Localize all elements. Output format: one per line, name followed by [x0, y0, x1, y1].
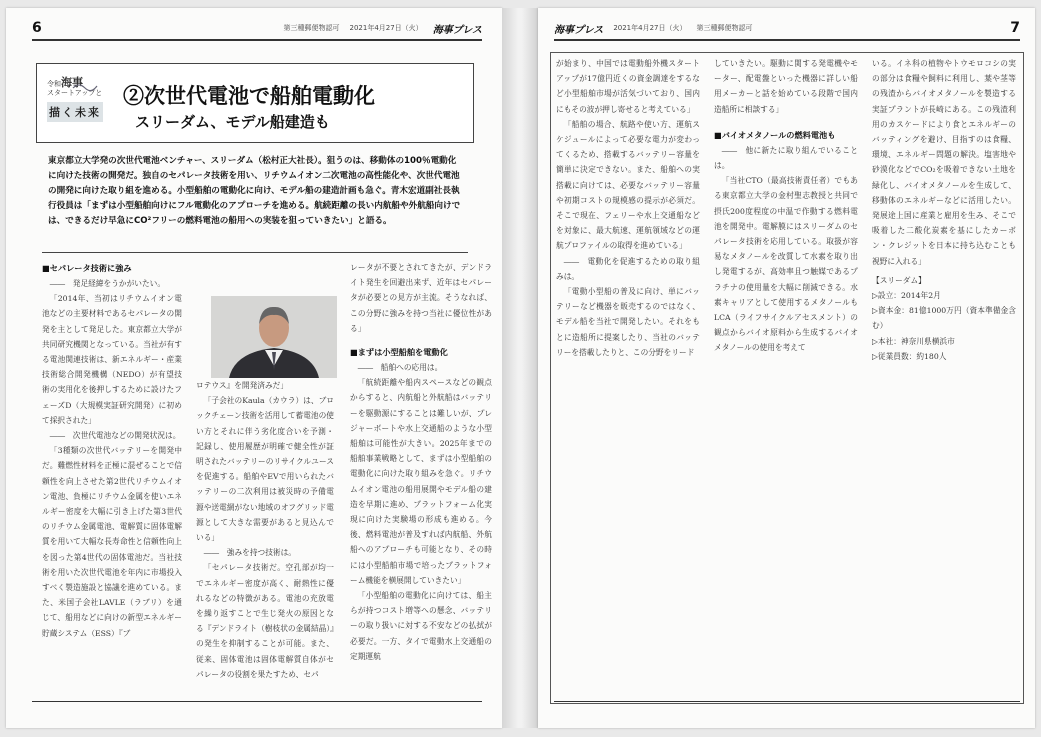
left-page: [6, 8, 502, 728]
right-header-date: 2021年4月27日（火）: [613, 24, 687, 32]
header-rule: [554, 39, 1020, 41]
paragraph: 「子会社のKaula（カウラ）は、ブロックチェーン技術を活用して蓄電池の使い方とそれに伴う劣化度合いを予測・記録し、使用履歴が明確で健全性が証明されたバッテリーのリサイクルユースを促進する。船舶やEVで用いられたバッテリーの二次利用は被災時の予備電源や送電網がない地域のオフグリッド電源として大きな需要があると見込んでいる」: [196, 396, 334, 543]
left-header-date: 2021年4月27日（火）: [349, 24, 423, 32]
right-header-note: 第三種郵便物認可: [696, 24, 753, 32]
paragraph: レータが不要とされてきたが、デンドライト発生を回避出来ず、近年はセパレータが必要との見方が主流。そうなれば、この分野に強みを持つ当社に優位性がある」: [350, 263, 492, 333]
executive-photo: [211, 296, 337, 378]
left-column-1: [42, 260, 182, 708]
lead-paragraph: 東京都立大学発の次世代電池ベンチャー、スリーダム（松村正大社長）。狙うのは、移動体の100％電動化に向けた技術の開発だ。独自のセパレータ技術を用い、リチウムイオン二次電池の高性能化や、次世代電池の開発に向けた取り組を進める。小型船舶の電動化に向け、モデル船の建造計画も急ぐ。青木宏道副社長執行役員は「まずは小型船舶向けにフル電動化のアプローチを進める。航続距離の長い内航船や外航船向けでは、できるだけ早急にCO²フリーの燃料電池の船用への実装を狙っていきたい」と語る。: [48, 156, 461, 226]
spine-gutter: [502, 8, 538, 728]
company-profile: [872, 273, 1016, 364]
series-logo: [47, 78, 103, 130]
left-column-2: [196, 378, 334, 708]
footer-rule: [32, 701, 482, 702]
right-page: [538, 8, 1035, 728]
section-heading-separator: ■セパレータ技術に強み: [42, 263, 132, 273]
lead-divider: [42, 252, 468, 253]
right-column-1: [556, 56, 700, 704]
paragraph: ―― 強みを持つ技術は。: [203, 548, 296, 558]
wave-icon: [71, 80, 101, 92]
paragraph: 「船舶の場合、航路や使い方、運航スケジュールによって必要な電力が変わってくるため、搭載するバッテリー容量を簡単に決定できない。また、船舶への実搭載に向けては、必要なバッテリー容量や初期コストの規模感の提示が必須だ。そこで現在、フェリーや水上交通船などを対象に、最大航速、運航領域などの運航プロファイルの取得を進めている」: [556, 119, 700, 251]
paragraph: 「セパレータ技術だ。空孔部が均一でエネルギー密度が高く、耐熱性に優れるなどの特徴がある。電池の充放電を繰り返すことで生じ発火の原因となる『デンドライト（樹枝状の金属結晶）』の発生を抑制することが可能。また、従来、固体電池は固体電解質自体がセパレータの役割を果たすため、セパ: [196, 563, 334, 679]
series-line3: 描く未来: [47, 102, 103, 122]
paragraph: ―― 電動化を促進するための取り組みは。: [556, 256, 700, 281]
profile-item: ▷本社：神奈川県横浜市: [872, 336, 955, 346]
paragraph: 「2014年、当初はリチウムイオン電池などの主要材料であるセパレータの開発を主として発足した。東京都立大学が共同研究機関となっている。当社が有する電池関連技術は、新エネルギー・産業技術総合開発機構（NEDO）が有望技術の実用化を後押しするために設けたフェーズD（大規模実証研究開発）に初めて採択された」: [42, 294, 182, 425]
series-line2: スタートアップと: [47, 89, 103, 97]
paragraph: 「小型船舶の電動化に向けては、船主らが持つコスト増等への懸念、バッテリーの取り扱いに対する不安などの払拭が必要だ。一方、タイで電動水上交通船の定期運航: [350, 591, 492, 661]
paragraph: 「電動小型船の普及に向け、単にバッテリーなど機器を販売するのではなく、モデル船を当社で開発したい。それをもとに造船所に提案したり、当社のバッテリーを搭載したりと、この分野をリード: [556, 287, 700, 357]
paragraph: ―― 次世代電池などの開発状況は。: [49, 431, 181, 441]
left-column-3: [350, 260, 492, 708]
profile-item: ▷資本金：81億1000万円（資本準備金含む）: [872, 306, 1016, 331]
paragraph: ―― 船舶への応用は。: [357, 363, 443, 373]
article-subtitle: スリーダム、モデル船建造も: [135, 113, 330, 131]
left-running-header: [32, 20, 482, 36]
headline-box: [36, 63, 474, 143]
paragraph: していきたい。駆動に関する発電機やモーター、配電盤といった機器に詳しい船用メーカーと話を始めている段階で国内造船所に相談する」: [714, 59, 858, 114]
series-line1: 海事: [61, 76, 83, 89]
left-header-paper: 海事プレス: [432, 24, 482, 36]
article-title: ②次世代電池で船舶電動化: [123, 83, 375, 108]
profile-item: ▷従業員数：約180人: [872, 351, 947, 361]
section-heading-small-vessels: ■まずは小型船舶を電動化: [350, 347, 448, 358]
paragraph: ロテウス』を開発済みだ」: [196, 381, 289, 390]
right-header-paper: 海事プレス: [554, 24, 604, 36]
right-column-3: [872, 56, 1016, 704]
paragraph: ―― 発足経緯をうかがいたい。: [49, 279, 166, 288]
left-page-number: 6: [32, 20, 42, 36]
paragraph: 「3種類の次世代バッテリーを開発中だ。難燃性材料を正極に混ぜることで信頼性を向上させた第2世代リチウムイオン電池、負極にリチウム金属を使いエネルギー密度を大幅に引き上げた第3世代のリチウム金属電池、電解質に固体電解質を用いて大幅な長寿命性と信頼性向上を図った第4世代の固体電池だ。当社技術を用いた次世代電池を年内に市場投入すべく製造施設と協議を進めている。また、米国子会社LAVLE（ラブリ）を通じて、船用などに向けの新型エネルギー貯蔵システム（ESS）『ブ: [42, 446, 182, 638]
paragraph: ―― 他に新たに取り組んでいることは。: [714, 145, 858, 171]
profile-title: 【スリーダム】: [872, 275, 926, 285]
paragraph: いる。イネ科の植物やトウモロコシの実の部分は食糧や飼料に利用し、葉や茎等の残渣からバイオメタノールを製造する実証プラントが長崎にある。この残渣利用のカスケードにより食とエネルギーのバッティングを避け、目指すのは食糧、環境、エネルギー問題の解決。塩害地や砂漠化などでCO₂を吸着できない土地を緑化し、バイオメタノールを生成して、移動体のエネルギーなどに活用したい。発展途上国に産業と雇用を生み、そこで吸着した二酸化炭素を基にしたカーボン・クレジットを日本に持ち込むことも視野に入れる」: [872, 59, 1016, 266]
left-header-note: 第三種郵便物認可: [283, 24, 340, 32]
footer-rule: [554, 701, 1020, 702]
right-running-header: [554, 20, 1020, 36]
right-column-2: [714, 56, 858, 704]
paragraph: が始まり、中国では電動船外機スタートアップが17億円近くの資金調達をするなど小型船舶市場が活気づいており、国内にもその波が押し寄せると考えている」: [556, 59, 700, 114]
right-page-number: 7: [1010, 20, 1020, 36]
paragraph: 「当社CTO（最高技術責任者）でもある東京都立大学の金村聖志教授と共同で摂氏200度程度の中温で作動する燃料電池を開発中。電解膜にはスリーダムのセパレータ技術を応用している。取扱が容易なメタノールを改質して水素を取り出し発電するが、高効率且つ触媒であるプラチナの使用量を大幅に削減できる。水素キャリアとして使用するメタノールもLCA（ライフサイクルアセスメント）の観点からバイオ原料から生成するバイオメタノールの使用を考えて: [714, 176, 858, 353]
paragraph: 「航続距離や船内スペースなどの観点からすると、内航船と外航船はバッテリーを駆動源にすることは難しいが、プレジャーボートや水上交通船のような小型船舶は可能性が大きい。2025年までの船舶事業戦略として、まずは小型船舶の電動化に向けた取り組みを急ぐ。リチウムイオン電池の船用展開やモデル船の建造を早期に進め、プラットフォーム化実現に向けた実験場の形成も進める。今後、燃料電池が普及すれば内航船、外航船へのアプローチも可能となり、その時には小型船舶市場で培ったプラットフォーム機能を横展開していきたい」: [350, 378, 492, 585]
profile-item: ▷設立：2014年2月: [872, 291, 941, 301]
section-heading-biomethanol: ■バイオメタノールの燃料電池も: [714, 129, 836, 140]
series-prefix: 令和: [47, 80, 61, 88]
header-rule: [32, 39, 482, 41]
